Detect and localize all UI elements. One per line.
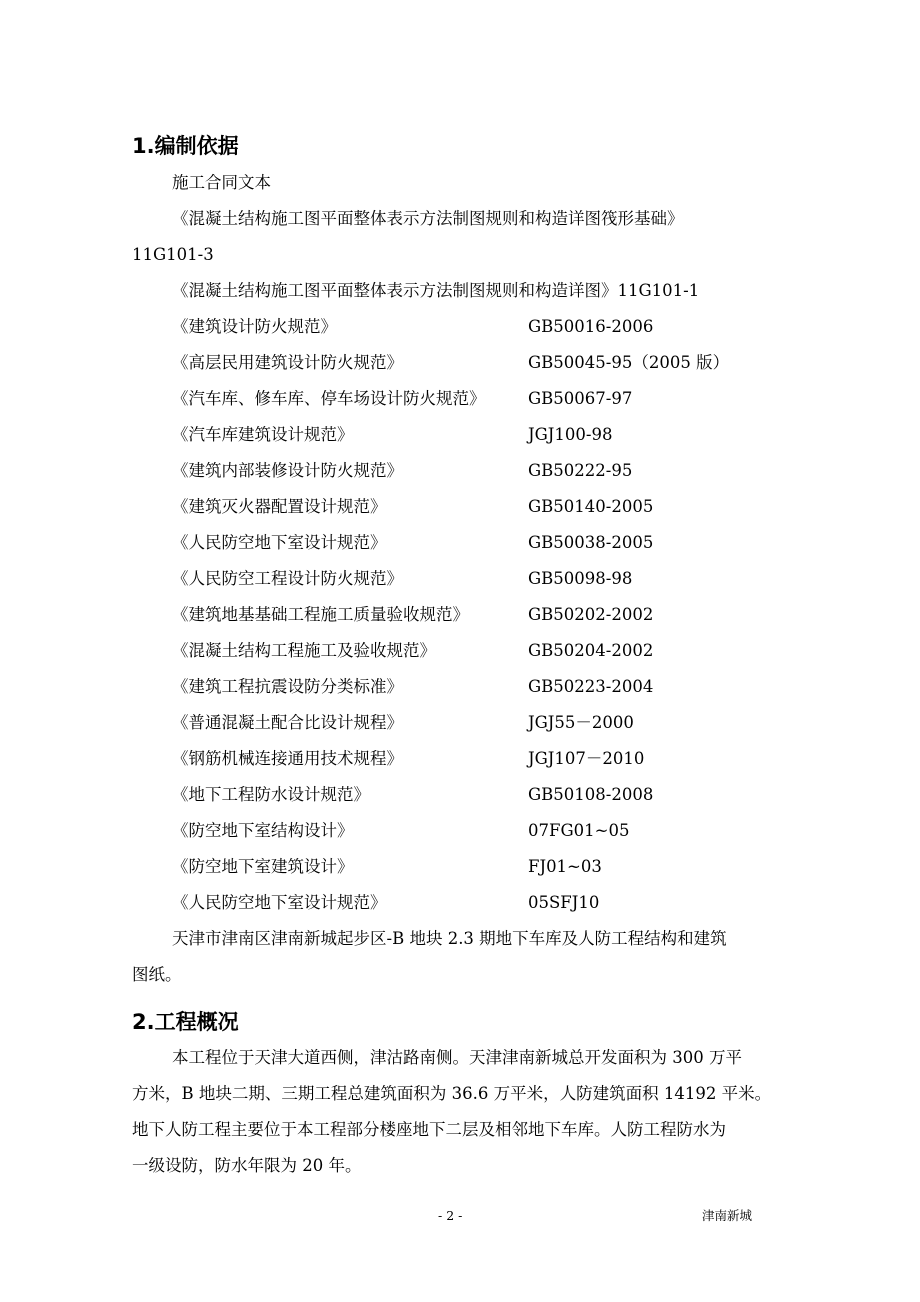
overview-para-line3: 地下人防工程主要位于本工程部分楼座地下二层及相邻地下车库。人防工程防水为	[132, 1120, 726, 1139]
ref-long-1-line1: 《混凝土结构施工图平面整体表示方法制图规则和构造详图筏形基础》	[172, 209, 684, 228]
ref-code: GB50067-97	[528, 389, 633, 408]
ref-name: 《钢筋机械连接通用技术规程》	[172, 749, 403, 768]
ref-code: GB50045-95（2005 版）	[528, 353, 730, 372]
ref-code: GB50140-2005	[528, 497, 654, 516]
ref-name: 《普通混凝土配合比设计规程》	[172, 713, 403, 732]
ref-name: 《人民防空地下室设计规范》	[172, 893, 387, 912]
ref-contract-text: 施工合同文本	[172, 173, 271, 192]
ref-name: 《高层民用建筑设计防火规范》	[172, 353, 403, 372]
ref-code: 07FG01~05	[528, 821, 630, 840]
ref-name: 《汽车库、修车库、停车场设计防火规范》	[172, 389, 486, 408]
ref-code: GB50016-2006	[528, 317, 654, 336]
ref-name: 《建筑设计防火规范》	[172, 317, 337, 336]
section-heading-basis: 1.编制依据	[132, 134, 239, 158]
section-heading-overview: 2.工程概况	[132, 1010, 239, 1034]
overview-para-line2: 方米，B 地块二期、三期工程总建筑面积为 36.6 万平米，人防建筑面积 14192 平米。	[132, 1084, 772, 1103]
ref-long-2: 《混凝土结构施工图平面整体表示方法制图规则和构造详图》11G101-1	[172, 281, 700, 300]
ref-name: 《汽车库建筑设计规范》	[172, 425, 354, 444]
ref-name: 《建筑地基基础工程施工质量验收规范》	[172, 605, 469, 624]
ref-code: GB50223-2004	[528, 677, 654, 696]
drawings-line1: 天津市津南区津南新城起步区-B 地块 2.3 期地下车库及人防工程结构和建筑	[172, 929, 727, 948]
ref-name: 《建筑灭火器配置设计规范》	[172, 497, 387, 516]
ref-name: 《混凝土结构工程施工及验收规范》	[172, 641, 436, 660]
ref-code: JGJ100-98	[528, 425, 613, 444]
overview-para-line4: 一级设防，防水年限为 20 年。	[132, 1156, 362, 1175]
ref-name: 《人民防空地下室设计规范》	[172, 533, 387, 552]
drawings-line2: 图纸。	[132, 965, 182, 984]
page-number: - 2 -	[438, 1208, 463, 1223]
ref-code: GB50202-2002	[528, 605, 654, 624]
ref-code: GB50038-2005	[528, 533, 654, 552]
ref-name: 《人民防空工程设计防火规范》	[172, 569, 403, 588]
ref-code: GB50204-2002	[528, 641, 654, 660]
overview-para-line1: 本工程位于天津大道西侧，津沽路南侧。天津津南新城总开发面积为 300 万平	[172, 1048, 742, 1067]
ref-code: JGJ107－2010	[528, 749, 645, 768]
ref-name: 《地下工程防水设计规范》	[172, 785, 370, 804]
ref-name: 《建筑工程抗震设防分类标准》	[172, 677, 403, 696]
ref-name: 《防空地下室结构设计》	[172, 821, 354, 840]
ref-code: GB50222-95	[528, 461, 633, 480]
ref-name: 《防空地下室建筑设计》	[172, 857, 354, 876]
ref-long-1-line2: 11G101-3	[132, 245, 214, 264]
ref-code: GB50098-98	[528, 569, 633, 588]
ref-code: 05SFJ10	[528, 893, 600, 912]
footer-project-name: 津南新城	[702, 1208, 753, 1223]
ref-code: FJ01~03	[528, 857, 602, 876]
ref-name: 《建筑内部装修设计防火规范》	[172, 461, 403, 480]
ref-code: GB50108-2008	[528, 785, 654, 804]
ref-code: JGJ55－2000	[528, 713, 634, 732]
